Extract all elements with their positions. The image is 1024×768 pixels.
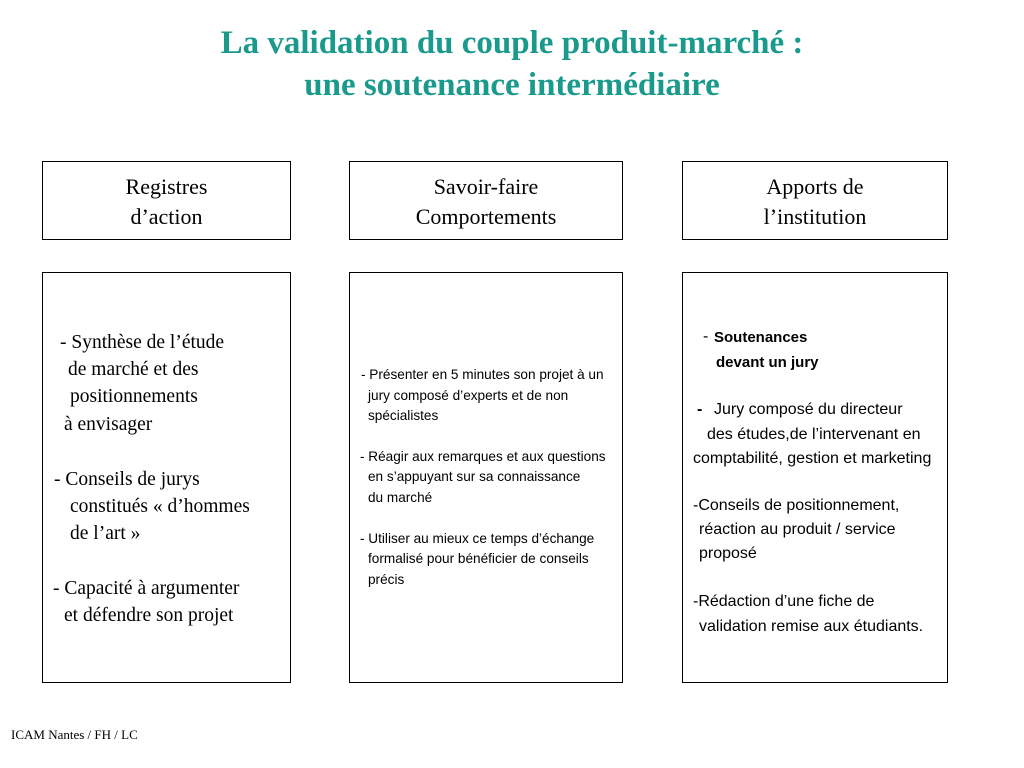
- content-registres: [42, 272, 291, 683]
- header-apports-line2: l’institution: [763, 204, 867, 229]
- savoir-faire-line: du marché: [368, 490, 433, 505]
- savoir-faire-line: formalisé pour bénéficier de conseils: [368, 551, 589, 566]
- apports-propose: proposé: [699, 545, 757, 562]
- header-savoir-faire: [349, 161, 623, 240]
- apports-etudes: des études,de l’intervenant en: [707, 426, 921, 443]
- savoir-faire-line: en s’appuyant sur sa connaissance: [368, 469, 581, 484]
- apports-compta: comptabilité, gestion et marketing: [693, 450, 932, 467]
- savoir-faire-line: - Présenter en 5 minutes son projet à un: [361, 367, 604, 382]
- header-savoir-faire-line2: Comportements: [415, 204, 557, 229]
- footer-credit: ICAM Nantes / FH / LC: [11, 727, 138, 742]
- header-registres: [42, 161, 291, 240]
- title-line-1: La validation du couple produit-marché :: [220, 25, 804, 61]
- savoir-faire-line: jury composé d’experts et de non: [368, 388, 569, 403]
- title-line-2: une soutenance intermédiaire: [304, 67, 720, 103]
- registres-line: - Capacité à argumenter: [53, 578, 240, 599]
- registres-line: - Synthèse de l’étude: [60, 332, 225, 353]
- apports-jury: Jury composé du directeur: [714, 401, 903, 418]
- apports-validation: validation remise aux étudiants.: [699, 618, 924, 635]
- header-registres-line1: Registres: [125, 174, 208, 199]
- apports-soutenances: Soutenances: [714, 329, 808, 346]
- header-savoir-faire-line1: Savoir-faire: [433, 174, 539, 199]
- registres-line: de marché et des: [68, 359, 199, 380]
- registres-line: et défendre son projet: [64, 605, 234, 626]
- registres-line: de l’art »: [70, 523, 141, 544]
- savoir-faire-line: précis: [368, 572, 405, 587]
- apports-dash: -: [697, 401, 703, 418]
- savoir-faire-line: spécialistes: [368, 408, 439, 423]
- savoir-faire-line: - Utiliser au mieux ce temps d’échange: [360, 531, 595, 546]
- registres-line: constitués « d’hommes: [70, 496, 250, 517]
- registres-line: positionnements: [70, 386, 198, 407]
- content-apports: [682, 272, 948, 683]
- page-title: [0, 22, 1024, 106]
- apports-conseils: -Conseils de positionnement,: [693, 497, 900, 514]
- content-savoir-faire: [349, 272, 623, 683]
- header-registres-line2: d’action: [130, 204, 203, 229]
- apports-devant-jury: devant un jury: [716, 354, 819, 371]
- apports-dash: -: [703, 328, 709, 345]
- registres-line: à envisager: [64, 414, 153, 435]
- registres-line: - Conseils de jurys: [54, 469, 200, 490]
- savoir-faire-line: - Réagir aux remarques et aux questions: [360, 449, 606, 464]
- header-apports: [682, 161, 948, 240]
- apports-redaction: -Rédaction d’une fiche de: [693, 593, 875, 610]
- apports-reaction: réaction au produit / service: [699, 521, 896, 538]
- header-apports-line1: Apports de: [766, 174, 864, 199]
